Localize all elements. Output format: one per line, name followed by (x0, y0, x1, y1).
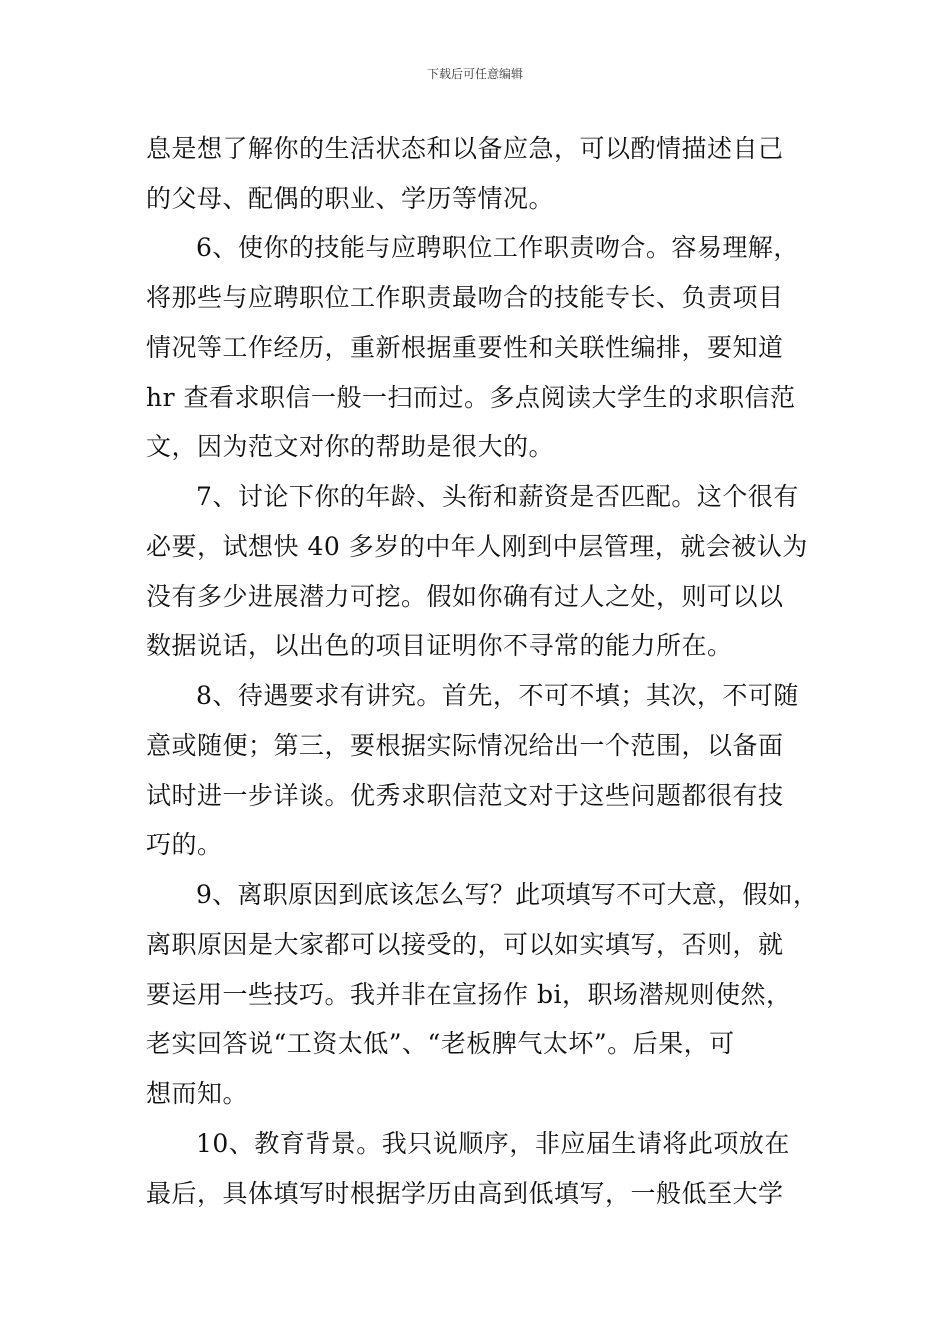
text-line: 想而知。 (146, 1079, 249, 1108)
text-line: 情况等工作经历，重新根据重要性和关联性编排，要知道 (146, 333, 784, 362)
text-line: hr 查看求职信一般一扫而过。多点阅读大学生的求职信范 (146, 383, 796, 412)
paragraph-start-8: 8、待遇要求有讲究。首先，不可不填；其次，不可随 (196, 681, 799, 710)
text-line: 离职原因是大家都可以接受的，可以如实填写，否则，就 (146, 930, 784, 959)
text-line: 必要，试想快 40 多岁的中年人刚到中层管理，就会被认为 (146, 532, 808, 561)
text-line: 意或随便；第三，要根据实际情况给出一个范围，以备面 (146, 731, 784, 760)
text-line: 没有多少进展潜力可挖。假如你确有过人之处，则可以以 (146, 582, 784, 611)
text-line: 最后，具体填写时根据学历由高到低填写，一般低至大学 (146, 1179, 784, 1208)
text-line: 将那些与应聘职位工作职责最吻合的技能专长、负责项目 (146, 283, 784, 312)
text-line: 文，因为范文对你的帮助是很大的。 (146, 432, 555, 461)
text-line: 试时进一步详谈。优秀求职信范文对于这些问题都很有技 (146, 781, 784, 810)
text-line: 数据说话，以出色的项目证明你不寻常的能力所在。 (146, 631, 733, 660)
paragraph-start-9: 9、离职原因到底该怎么写？此项填写不可大意，假如， (196, 880, 819, 909)
paragraph-start-10: 10、教育背景。我只说顺序，非应届生请将此项放在 (196, 1129, 790, 1158)
text-line: 的父母、配偶的职业、学历等情况。 (146, 184, 555, 213)
text-line: 要运用一些技巧。我并非在宣扬作 bi，职场潜规则使然， (146, 980, 792, 1009)
text-line: 老实回答说“工资太低”、“老板脾气太坏”。后果，可 (146, 1029, 735, 1058)
paragraph-start-7: 7、讨论下你的年龄、头衔和薪资是否匹配。这个很有 (196, 482, 799, 511)
text-line: 息是想了解你的生活状态和以备应急，可以酌情描述自己 (146, 134, 784, 163)
text-line: 巧的。 (146, 830, 223, 859)
paragraph-start-6: 6、使你的技能与应聘职位工作职责吻合。容易理解， (196, 233, 799, 262)
page-header: 下载后可任意编辑 (426, 67, 523, 81)
